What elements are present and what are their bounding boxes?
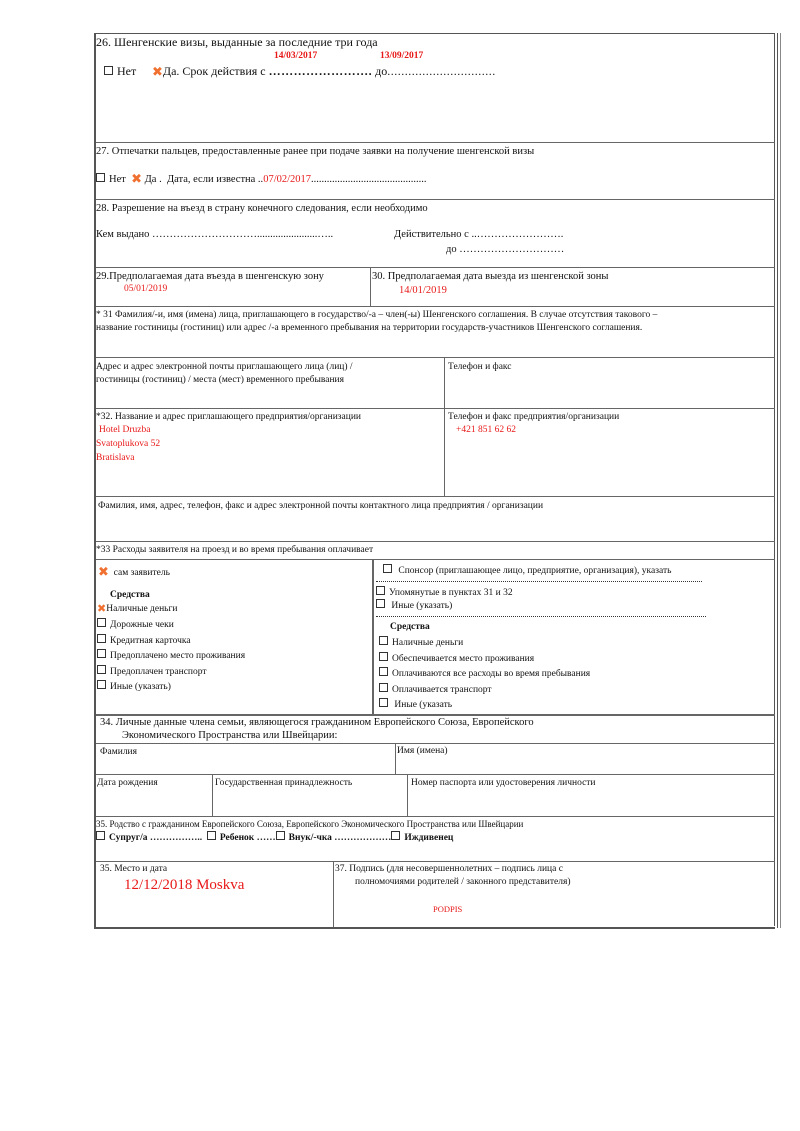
section-28-entry-permit xyxy=(96,199,775,268)
section-30-cell xyxy=(370,267,775,306)
other-label: Иные (указать) xyxy=(391,601,453,611)
self-means-item-4[interactable] xyxy=(97,665,207,679)
dependent-label: Иждивенец xyxy=(404,833,454,843)
other-dotted-line xyxy=(376,616,706,617)
self-means-item-5[interactable] xyxy=(97,680,171,694)
sponsor-option[interactable] xyxy=(383,564,671,578)
checkbox-grandchild[interactable] xyxy=(276,831,285,840)
checkbox[interactable] xyxy=(97,649,106,658)
checkbox-no[interactable] xyxy=(96,173,105,182)
section-27-fingerprints xyxy=(96,142,775,200)
sponsor-means-title: Средства xyxy=(390,622,430,632)
passport-cell[interactable] xyxy=(407,774,775,816)
given-names-cell[interactable] xyxy=(395,743,775,774)
contact-person-label: Фамилия, имя, адрес, телефон, факс и адрес электронной почты контактного лица предприятия / организации xyxy=(98,501,544,511)
mentioned-label: Упомянутые в пунктах 31 и 32 xyxy=(389,588,513,598)
checkmark-x-icon[interactable]: ✖ xyxy=(98,565,109,580)
given-names-label: Имя (имена) xyxy=(397,746,448,756)
child-label: Ребенок …… xyxy=(219,833,276,843)
nationality-cell[interactable] xyxy=(212,774,408,816)
self-label: сам заявитель xyxy=(113,568,170,578)
organization-city-value[interactable]: Bratislava xyxy=(96,453,135,463)
item-label: Предоплачено место проживания xyxy=(110,651,246,661)
place-date-signature-row xyxy=(96,861,775,927)
organization-name-value[interactable]: Hotel Druzba xyxy=(99,425,151,435)
exit-date-value[interactable]: 14/01/2019 xyxy=(399,285,447,296)
issued-by-field[interactable]: Кем выдано ………………………….......................….. xyxy=(96,229,334,240)
no-label: Нет xyxy=(109,174,126,185)
item-label: Наличные деньги xyxy=(106,604,178,614)
section-33-header xyxy=(96,541,775,560)
checkbox[interactable] xyxy=(376,586,385,595)
section-34-label-line1: 34. Личные данные члена семьи, являющегося гражданином Европейского Союза, Европейского xyxy=(100,717,534,728)
organization-cell xyxy=(96,408,444,496)
item-label: Дорожные чеки xyxy=(110,620,174,630)
expenses-self-column xyxy=(96,559,372,714)
family-member-details-row xyxy=(96,774,775,817)
section-34-header xyxy=(96,715,775,744)
section-31-label-line2: название гостиницы (гостиниц) или адрес /-а временного пребывания на территории государств-участников Шенгенского соглашения. xyxy=(96,323,643,333)
address-label-line2: гостиницы (гостиниц) / места (мест) временного пребывания xyxy=(96,375,345,385)
self-means-title: Средства xyxy=(110,590,150,600)
organization-phone-label: Телефон и факс предприятия/организации xyxy=(448,412,620,422)
checkbox[interactable] xyxy=(376,599,385,608)
section-32-organization xyxy=(96,408,775,497)
self-means-item-1[interactable] xyxy=(97,618,174,632)
organization-phone-cell xyxy=(444,408,775,496)
section-32-label: *32. Название и адрес приглашающего предприятия/организации xyxy=(96,412,361,422)
place-date-value[interactable]: 12/12/2018 Moskva xyxy=(124,877,245,893)
surname-cell[interactable] xyxy=(96,743,395,774)
checkbox-no[interactable] xyxy=(104,66,113,75)
signature-value[interactable]: PODPIS xyxy=(433,904,463,914)
mentioned-option[interactable] xyxy=(376,586,513,600)
sponsor-means-item-2[interactable] xyxy=(379,667,590,681)
section-31-inviting-person xyxy=(96,306,775,358)
section-30-label: 30. Предполагаемая дата выезда из шенгенской зоны xyxy=(372,271,609,282)
relationship-label: 35. Родство с гражданином Европейского Союза, Европейского Экономического Пространства или Швейцарии xyxy=(96,819,524,829)
item-label: Наличные деньги xyxy=(392,638,464,648)
item-label: Оплачивается транспорт xyxy=(392,685,492,695)
section-35-relationship xyxy=(96,816,775,862)
organization-phone-value[interactable]: +421 851 62 62 xyxy=(456,425,516,435)
item-label: Иные (указать xyxy=(392,700,453,710)
to-label: до xyxy=(375,64,388,78)
checkbox[interactable] xyxy=(379,652,388,661)
address-cell xyxy=(96,357,444,408)
checkbox[interactable] xyxy=(97,680,106,689)
yes-label: Да. Срок действия с xyxy=(162,64,266,78)
section-34-label-line2: Экономического Пространства или Швейцарии: xyxy=(122,730,338,741)
sponsor-means-item-1[interactable] xyxy=(379,652,534,666)
visa-application-form xyxy=(94,33,775,929)
signature-label-line2: полномочиями родителей / законного представителя) xyxy=(355,877,571,887)
checkbox[interactable] xyxy=(97,634,106,643)
sponsor-means-item-0[interactable] xyxy=(379,636,463,650)
item-label: Предоплачен транспорт xyxy=(110,667,207,677)
section-31-label-line1: * 31 Фамилия/-и, имя (имена) лица, приглашающего в государство/-а – член(-ы) Шенгенского соглашения. В случае отсутствия такового – xyxy=(96,310,658,320)
place-date-label: 35. Место и дата xyxy=(100,864,168,874)
nationality-label: Государственная принадлежность xyxy=(215,778,353,788)
item-label: Обеспечивается место проживания xyxy=(392,654,535,664)
checkbox[interactable] xyxy=(383,564,392,573)
sponsor-label: Спонсор (приглашающее лицо, предприятие, организация), указать xyxy=(398,566,672,576)
section-29-30-dates xyxy=(96,267,775,307)
organization-street-value[interactable]: Svatoplukova 52 xyxy=(96,439,161,449)
section-33-body xyxy=(96,559,775,716)
signature-cell xyxy=(333,861,775,927)
section-31-address-row xyxy=(96,357,775,409)
surname-label: Фамилия xyxy=(100,747,138,757)
valid-from-field[interactable]: Действительно с ..……………………. xyxy=(394,229,564,240)
family-member-name-row xyxy=(96,743,775,775)
section-26-previous-visas xyxy=(96,34,775,143)
birth-date-label: Дата рождения xyxy=(97,778,158,788)
fingerprints-date-value[interactable]: 07/02/2017 xyxy=(263,174,312,185)
other-option[interactable] xyxy=(376,599,452,613)
visa-valid-to-value[interactable]: 13/09/2017 xyxy=(380,51,424,61)
date-label: Дата, если известна .. xyxy=(166,174,264,185)
self-means-item-2[interactable] xyxy=(97,634,191,648)
dots: ............................... xyxy=(387,64,496,78)
checkbox[interactable] xyxy=(379,667,388,676)
phone-cell xyxy=(444,357,775,408)
self-means-item-3[interactable] xyxy=(97,649,245,663)
checkbox-dependent[interactable] xyxy=(391,831,400,840)
valid-to-field[interactable]: до ………………………… xyxy=(446,244,565,255)
item-label: Оплачиваются все расходы во время пребывания xyxy=(392,669,591,679)
self-option[interactable] xyxy=(98,567,170,580)
visa-no-option[interactable] xyxy=(104,64,136,78)
sponsor-dotted-line xyxy=(376,581,702,582)
item-label: Иные (указать) xyxy=(110,682,171,692)
section-28-label: 28. Разрешение на въезд в страну конечного следования, если необходимо xyxy=(96,203,428,214)
section-29-label: 29.Предполагаемая дата въезда в шенгенскую зону xyxy=(96,271,324,282)
section-29-cell xyxy=(96,267,370,306)
dots: ............................................ xyxy=(311,174,427,185)
section-27-label: 27. Отпечатки пальцев, предоставленные ранее при подаче заявки на получение шенгенской визы xyxy=(96,146,535,157)
passport-label: Номер паспорта или удостоверения личности xyxy=(411,778,596,788)
yes-label: Да . xyxy=(144,174,162,185)
phone-label: Телефон и факс xyxy=(448,362,512,372)
checkbox[interactable] xyxy=(97,618,106,627)
checkbox-spouse[interactable] xyxy=(96,831,105,840)
checkbox[interactable] xyxy=(97,665,106,674)
address-label-line1: Адрес и адрес электронной почты приглашающего лица (лиц) / xyxy=(96,362,353,372)
expenses-sponsor-column xyxy=(372,559,775,714)
place-date-cell xyxy=(96,861,333,927)
birth-date-cell[interactable] xyxy=(96,774,212,816)
item-label: Кредитная карточка xyxy=(110,636,191,646)
contact-person-row xyxy=(96,496,775,542)
checkmark-x-icon[interactable]: ✖ xyxy=(152,65,163,80)
spouse-label: Супруг/а …………….. xyxy=(109,833,203,843)
sponsor-means-item-3[interactable] xyxy=(379,683,492,697)
checkbox[interactable] xyxy=(379,636,388,645)
checkmark-x-icon[interactable]: ✖ xyxy=(131,172,142,187)
dots: ……………………. xyxy=(268,64,373,78)
sponsor-means-item-4[interactable] xyxy=(379,698,452,712)
self-means-item-0[interactable] xyxy=(97,603,178,616)
grandchild-label: Внук/-чка ……………… xyxy=(288,833,392,843)
section-26-label: 26. Шенгенские визы, выданные за последние три года xyxy=(96,35,378,49)
visa-yes-option[interactable] xyxy=(152,64,496,79)
checkmark-x-icon[interactable]: ✖ xyxy=(97,602,107,615)
checkbox[interactable] xyxy=(379,698,388,707)
relationship-options xyxy=(96,831,453,845)
visa-valid-from-value[interactable]: 14/03/2017 xyxy=(274,51,318,61)
signature-label-line1: 37. Подпись (для несовершеннолетних – подпись лица с xyxy=(335,864,563,874)
checkbox[interactable] xyxy=(379,683,388,692)
no-label: Нет xyxy=(117,64,137,78)
fingerprints-options xyxy=(96,173,427,186)
entry-date-value[interactable]: 05/01/2019 xyxy=(124,284,168,294)
section-33-label: *33 Расходы заявителя на проезд и во время пребывания оплачивает xyxy=(96,545,374,555)
checkbox-child[interactable] xyxy=(207,831,216,840)
